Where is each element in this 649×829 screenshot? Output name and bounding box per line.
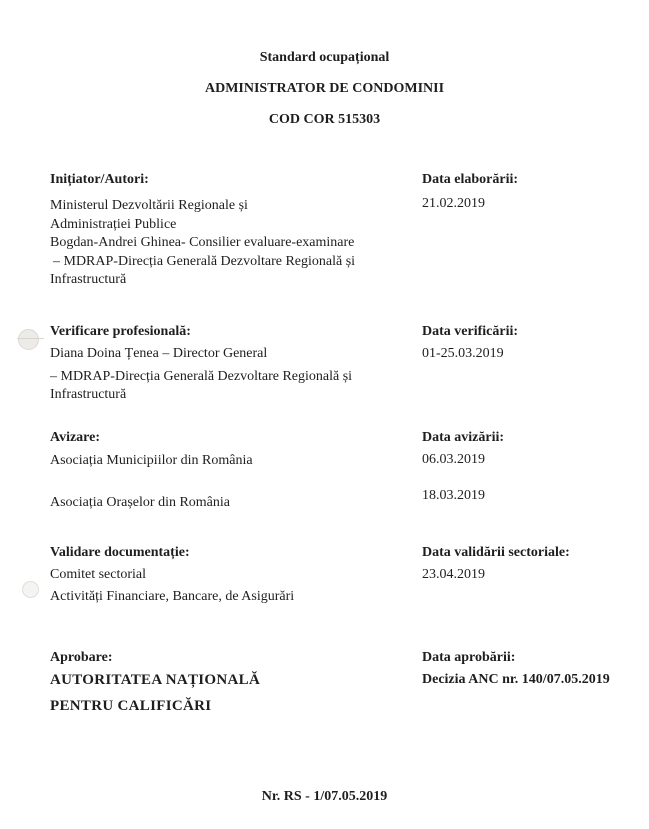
date-value-avizarii: 18.03.2019 <box>422 488 485 503</box>
date-label-verificarii: Data verificării: <box>422 324 519 339</box>
section-label-verificare: Verificare profesională: <box>50 324 191 339</box>
date-value-verificarii: 01-25.03.2019 <box>422 346 504 361</box>
section-label-aprobare: Aprobare: <box>50 650 113 665</box>
date-label-avizarii: Data avizării: <box>422 430 505 445</box>
validare-line: Comitet sectorial <box>50 567 147 582</box>
verificare-line: Infrastructură <box>50 387 127 402</box>
date-label-elaborarii: Data elaborării: <box>422 172 519 187</box>
verificare-line: – MDRAP-Direcția Generală Dezvoltare Regională și <box>50 369 353 384</box>
initiator-line: – MDRAP-Direcția Generală Dezvoltare Regională și <box>53 254 356 269</box>
initiator-line: Administrației Publice <box>50 217 177 232</box>
date-value-elaborarii: 21.02.2019 <box>422 196 485 211</box>
initiator-line: Bogdan-Andrei Ghinea- Consilier evaluare-examinare <box>50 235 355 250</box>
hole-punch-mark <box>18 329 39 350</box>
section-label-validare: Validare documentație: <box>50 545 190 560</box>
document-subtitle: ADMINISTRATOR DE CONDOMINII <box>204 81 445 96</box>
section-label-initiator: Inițiator/Autori: <box>50 172 149 187</box>
document-title: Standard ocupațional <box>259 50 390 65</box>
footer-reference: Nr. RS - 1/07.05.2019 <box>261 789 388 804</box>
verificare-line: Diana Doina Țenea – Director General <box>50 346 268 361</box>
validare-line: Activități Financiare, Bancare, de Asigurări <box>50 589 295 604</box>
date-value-avizarii: 06.03.2019 <box>422 452 485 467</box>
aprobare-line: AUTORITATEA NAȚIONALĂ <box>50 672 261 688</box>
date-label-validarii: Data validării sectoriale: <box>422 545 570 560</box>
aprobare-line: PENTRU CALIFICĂRI <box>50 698 212 714</box>
avizare-line: Asociația Municipiilor din România <box>50 453 253 468</box>
section-label-avizare: Avizare: <box>50 430 101 445</box>
initiator-line: Ministerul Dezvoltării Regionale și <box>50 198 248 213</box>
avizare-line: Asociația Orașelor din România <box>50 495 231 510</box>
initiator-line: Infrastructură <box>50 272 127 287</box>
date-value-aprobarii: Decizia ANC nr. 140/07.05.2019 <box>422 672 610 687</box>
date-value-validarii: 23.04.2019 <box>422 567 485 582</box>
cor-code: COD COR 515303 <box>268 112 381 127</box>
date-label-aprobarii: Data aprobării: <box>422 650 516 665</box>
hole-punch-mark <box>22 581 39 598</box>
